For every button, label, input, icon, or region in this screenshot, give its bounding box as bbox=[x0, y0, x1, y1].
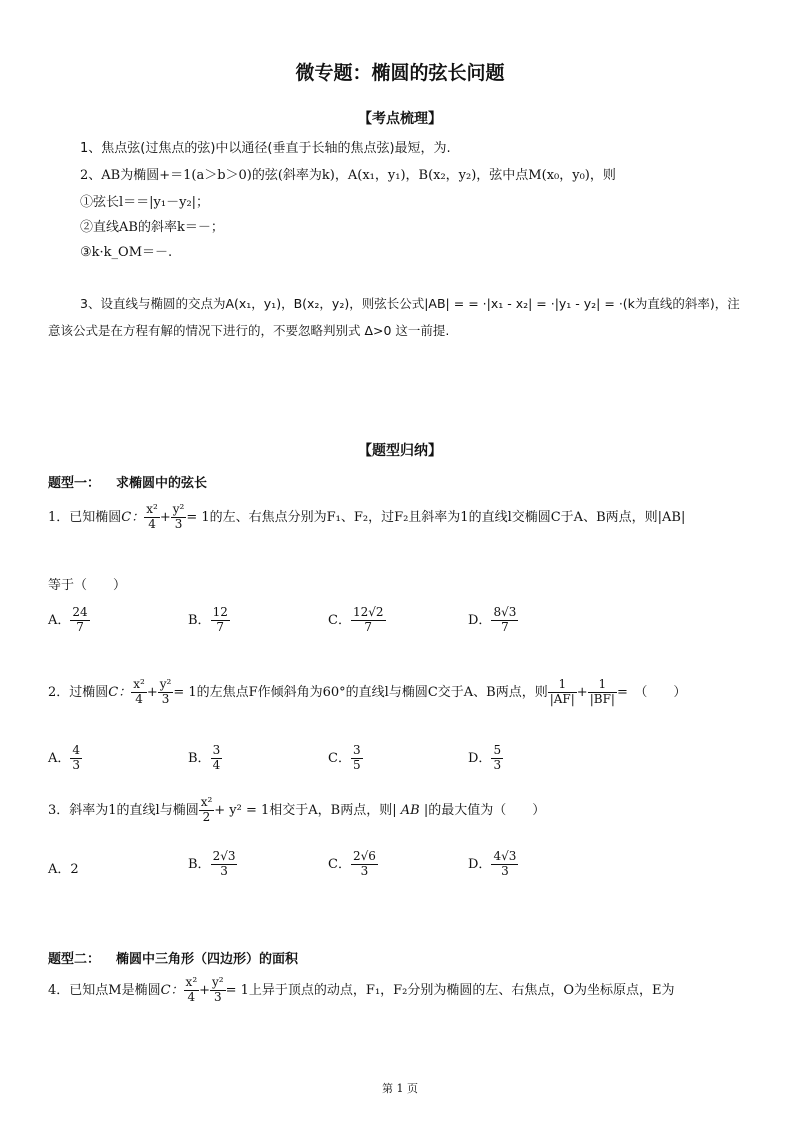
type2-label: 题型二： bbox=[48, 952, 101, 967]
kaodian-point-2b: ②直线AB的斜率k＝－； bbox=[80, 220, 224, 235]
kaodian-point-3-cont: 意该公式是在方程有解的情况下进行的，不要忽略判别式 Δ>0 这一前提. bbox=[48, 323, 450, 338]
q2-option-d: D． $\frac{5}{3}$ bbox=[468, 743, 502, 772]
q2-option-a: A． $\frac{4}{3}$ bbox=[48, 743, 81, 772]
q1-frac-y: $\frac{\text{y²}}{3}$ bbox=[172, 502, 185, 531]
kaodian-point-1: 1、焦点弦(过焦点的弦)中以通径(垂直于长轴的焦点弦)最短，为. bbox=[80, 141, 451, 156]
page-footer: 第 1 页 bbox=[382, 1082, 418, 1095]
q3-option-a: A．2 bbox=[48, 862, 79, 877]
section-heading-kaodian: 【考点梳理】 bbox=[358, 111, 442, 127]
q1-post: 的左、右焦点分别为F₁、F₂，过F₂且斜率为1的直线l交椭圆C于A、B两点，则|AB| bbox=[209, 509, 686, 525]
type1-heading bbox=[48, 472, 223, 491]
q2-option-c: C． $\frac{3}{5}$ bbox=[328, 743, 361, 772]
q3-option-d: D． $\frac{4√3}{3}$ bbox=[468, 849, 517, 878]
kaodian-point-2c: ③k·k_OM＝－. bbox=[80, 245, 173, 260]
section-heading-tixing: 【题型归纳】 bbox=[358, 443, 442, 459]
type1-label: 题型一： bbox=[48, 476, 101, 491]
type2-heading bbox=[48, 948, 314, 967]
kaodian-point-3: 3、设直线与椭圆的交点为A(x₁，y₁)，B(x₂，y₂)，则弦长公式|AB| = = ·|x₁ - x₂| = ·|y₁ - y₂| = ·(k为直线的斜率)，注 bbox=[80, 296, 740, 311]
q1-option-a: A． $\frac{24}{7}$ bbox=[48, 605, 88, 634]
q1-frac-x: $\frac{\text{x²}}{4}$ bbox=[146, 502, 158, 531]
q3-option-c: C． $\frac{2√6}{3}$ bbox=[328, 849, 376, 878]
q1-option-c: C． $\frac{12√2}{7}$ bbox=[328, 605, 384, 634]
q1-pre: 1．已知椭圆 bbox=[48, 509, 122, 525]
q1-continuation: 等于（ ） bbox=[48, 578, 127, 593]
kaodian-point-2a: ①弦长l＝＝|y₁－y₂|； bbox=[80, 195, 210, 210]
type1-name: 求椭圆中的弦长 bbox=[116, 476, 208, 491]
question-1: 1．已知椭圆C： $\frac{\text{x²}}{4}$ + $\frac{\text{y²}}{3}$ = 1的左、右焦点分别为F₁、F₂，过F₂且斜率为1的直线l交椭圆C于A、B两点，则|AB| bbox=[48, 502, 686, 531]
q2-option-b: B． $\frac{3}{4}$ bbox=[188, 743, 221, 772]
q3-option-b: B． $\frac{2√3}{3}$ bbox=[188, 849, 236, 878]
q1-option-b: B． $\frac{12}{7}$ bbox=[188, 605, 228, 634]
question-3: 3．斜率为1的直线l与椭圆 $\frac{\text{x²}}{2}$ + y² = 1相交于A，B两点，则| AB |的最大值为（ ） bbox=[48, 795, 546, 824]
question-4: 4．已知点M是椭圆C： $\frac{\text{x²}}{4}$ + $\frac{\text{y²}}{3}$ = 1上异于顶点的动点，F₁，F₂分别为椭圆的左、右焦点，O为坐标原点，E为 bbox=[48, 975, 675, 1004]
question-2: 2．过椭圆C： $\frac{\text{x²}}{4}$ + $\frac{\text{y²}}{3}$ = 1的左焦点F作倾斜角为60°的直线l与椭圆C交于A、B两点，则 $\frac{1}{|AF|}$ + $\frac{1}{|BF|}$ = （ ） bbox=[48, 677, 687, 706]
type2-name: 椭圆中三角形（四边形）的面积 bbox=[116, 952, 299, 967]
q1-eq-c: C： bbox=[121, 509, 145, 525]
kaodian-point-2: 2、AB为椭圆+＝1(a＞b＞0)的弦(斜率为k)，A(x₁，y₁)，B(x₂，y₂)，弦中点M(x₀，y₀)，则 bbox=[80, 168, 616, 183]
page-title: 微专题：椭圆的弦长问题 bbox=[295, 62, 505, 84]
q1-option-d: D． $\frac{8√3}{7}$ bbox=[468, 605, 517, 634]
